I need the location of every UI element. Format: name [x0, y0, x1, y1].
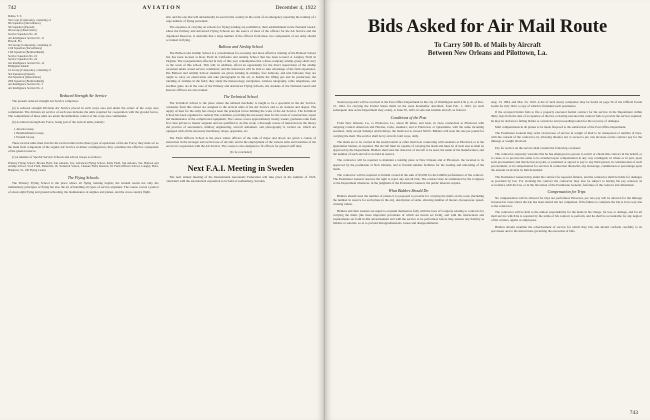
body-paragraph: The Balloon and Airship School is a consolidation for economy and more effective training of the Balloon School that has been located at Ross Field in California and Airship School that has been located at Langley Field in Virginia. The reorganization effected in July of this year contemplates that a three-company airship group shall carry on the work of this school. This will, in addition, afford an opportunity for the direct supervision of the airship personnel under actual service conditions; and the instructors will be able to take advantage of the field experience. The Balloon and Airship School students are given training in airships, free balloons, and kite balloons; they are taught to carry on observation and take photographs in the air, to handle the lifting gas and its production, the handling of airships in the field; they study the meteorology, navigation, wireless telegraphy, radio telephones, and machine guns. As in the case of the Primary and Advanced Flying Schools, the students of the National Guard and Reserve Officers are also trained. — [165, 50, 316, 92]
group-list — [8, 127, 159, 139]
unit-line: Air Intelligence Section No. 3 — [8, 82, 43, 87]
unit-line: Air Intelligence Section No. 4 — [8, 85, 43, 90]
body-paragraph: The next annual meeting of the International Aeronautic Federation will take place in the summer of 1923, coincident with the aeronautical exposition to be held at Gothenburg, Sweden. — [165, 175, 316, 184]
body-paragraph: The present reduced strength Air Service comprises: — [12, 99, 79, 104]
body-paragraph: The Postmaster General may order an increase of service in weight of mail to be transported or number of trips, with the consent of the contractor, by allowing therefor not to exceed a pro rata increase on the contract pay for the mileage or weight involved. — [491, 131, 642, 144]
unit-line: 3rd Group (Composite), consisting of — [8, 42, 52, 47]
article-deck-line-2: Between New Orleans and Pilottown, La. — [427, 50, 548, 58]
left-column-2 — [166, 15, 317, 408]
right-column-2 — [491, 100, 642, 408]
unit-line: 5th Squadron (Pursuit) — [8, 24, 35, 29]
body-paragraph: Bidders should state the number of planes it is proposed to provide for carrying the mails on the route (including the number in reserve for each plane in the air), description of same, showing number of motors, horsepower, speed, cruising radius. — [333, 194, 484, 207]
body-paragraph: Bidders and their sureties are urged to acquaint themselves fully with the laws of Congress relating to contracts for carrying the mails (the more important provisions of which are herein set forth), and with the instructions and requirements set forth in this advertisement and with the service to be performed, before they assume any liability as bidders or sureties, so as to prevent misapprehensions, losses and disappointments. — [333, 208, 484, 225]
to-be-concluded: (To be concluded) — [229, 150, 252, 155]
section-subhead: The Flying Schools — [67, 174, 99, 180]
unit-line: 6th Squadron (Surveillance) — [8, 21, 41, 26]
list-item: 1 Attack Group — [14, 126, 34, 131]
article-header — [335, 15, 640, 96]
body-paragraph: Pay for service on the service shall contain the following covenant: — [495, 145, 581, 150]
body-paragraph: The expenses of carrying on schools for flying training are prohibitive; their establishment in the National Guard, where the Primary and Advanced Flying Schools are the source of most of the officers for the Air Service and the Organized Reserves, is desirable that a large number of the officers from these two components of our army should be trained in flying. — [165, 25, 316, 42]
body-paragraph: Sealed proposals will be received at the Post Office Department in the city of Washington until 4.30 p. m. of Dec. 21, 1922, for carrying the United States mails on the route hereinafter described, from Feb. 1, 1923, (or such subsequent date as the Department may order), to June 30, 1925, in safe and suitable aircraft, as follows: — [333, 100, 484, 113]
section-subhead: What Bidders Should Do — [388, 187, 429, 193]
right-page-number: 743 — [629, 410, 638, 416]
unit-line: Philippine Islands — [8, 64, 29, 69]
left-columns — [8, 15, 316, 408]
body-paragraph: There tactical units must involve the tactical units in the three types of squadrons of the Air Force; they must act as the main field component of the regular Air Service in minor contingencies; they constitute the effective component of the general reserve. — [8, 140, 159, 153]
unit-line: Service Squadron No. 24 — [8, 57, 38, 62]
body-paragraph: The Primary Flying School is the place where all flying training begins; the student learns not only the rudimentary principles of flying but also the art of handling all types of service airplanes. The course covers a period of about eight flying and ground schooling, the maintenance of engines and planes, and the cross-country flight. — [8, 181, 159, 194]
section-subhead: Conditions of the Post — [390, 114, 427, 120]
issue-date: December 4, 1922 — [275, 5, 316, 11]
body-paragraph: The contractor will be held to the utmost responsibility for the mails in his charge, for loss or damage, and for all mail service which he is required by the terms of his contract to perform, and he shall be accountable for any neglect of his carriers, agents or employees. — [491, 210, 642, 223]
body-paragraph: If the accepted bidder fails to file a properly executed formal contract for the service in the Department within thirty days from the date of acceptance of the bid, or having executed the contract fails to provide the service required, he may be declared a failing bidder or contractor and proceedings taken for the recovery of damages. — [491, 110, 642, 123]
body-paragraph: The Field Officers School is the place where officers of the rank of major and above are given a course of instruction in the strategic and tactical use of aircraft, and in the employment of the various arms and branches of the service in cooperation with the Air Service. The course is also designed to fit officers for general staff duty. — [165, 135, 316, 148]
unit-line: Air Intelligence Section No. 11 — [8, 35, 45, 40]
unit-line: 12th Squadron (Surveillance) — [8, 46, 43, 51]
unit-listing — [8, 15, 159, 90]
list-item: 1 Bombardment Group — [14, 130, 44, 135]
body-paragraph: (b) A reduced strength Air Force, being part of the tactical units, namely: — [12, 120, 105, 125]
unit-line: 28th Squadron (Bombardment) — [8, 78, 45, 83]
body-paragraph: From New Orleans, La., to Pilottown, La., about 90 miles, and back, in close connection at Pilottown with outgoing Central American and Havana, Cuba, steamers; and at Pilottown, or Quarantine, with the same incoming steamers, daily except Sundays and holidays, the mails not to exceed 500 lb. Bidders will state the rate per pound for carrying the mail. The service shall be by aircraft, both ways, daily. — [333, 121, 484, 138]
list-item: 1 Pursuit Group — [14, 134, 35, 139]
body-paragraph: Aug. 13, 1894, and Mar. 23, 1919. A list of such surety companies may be found on page 56 of the Official Postal Guide for July 1922, a copy of which is furnished each postmaster. — [491, 100, 642, 109]
body-paragraph: The contractor expressly warrants that he has employed no person to solicit or obtain this contract in his behalf, or to cause or to procure the same to be obtained upon compensation in any way contingent, in whole or in part, upon such procurement; and that he has not paid, or promised or agreed to pay to any third person, in consideration of such procurement, or in compensation for services in connection therewith, any brokerage, commission or percentage upon the amount receivable by him hereunder. — [491, 151, 642, 173]
body-paragraph: The Technical School is the place where the enlisted mechanic is taught to be a specialist in the Air Service. Graduates from this school are assigned to the tactical units of the Air Service and to air stations and depots. The supply of men for the army has always been the principal factor limiting the work of the Air Service. The Technical School has been organized to remedy this condition, providing the necessary men for the work of construction, repair and maintenance of the complicated equipment. The course covers approximately twenty weeks; graduates rank from first class private to master sergeant and are qualified to do this work; a thorough course of instruction in the theory and practice of aeronautics, military engineering, aircraft armament, and photography is carried on, which are equipped with all the necessary machinery, shops, apparatus, etc. — [165, 100, 316, 134]
body-paragraph: The contractor will be required to furnish a bond in the sum of $5,000 for the faithful performance of the contract. The Postmaster General reserves the right to reject any and all bids. The contract may be terminated by the Congress or the Department whenever, in the judgment of the Postmaster General, the public interests require. — [333, 172, 484, 186]
unit-line: 3rd Squadron (Pursuit) — [8, 71, 35, 76]
article-deck-line-1: To Carry 500 lb. of Mails by Aircraft — [434, 42, 541, 49]
unit-line: Dallas, T. S. — [8, 15, 23, 18]
left-running-head — [8, 5, 316, 13]
right-columns — [333, 100, 642, 408]
article-title-fai: Next F.A.I. Meeting in Sweden — [187, 164, 294, 174]
unit-line: 2nd Squadron (Observation) — [8, 75, 41, 80]
body-paragraph: Bidders should examine the advertisement of service for which they bid, and should conform carefully to its provisions and to the instructions governing the execution of bids. — [491, 224, 642, 233]
body-paragraph: The Postmaster General may annul the contract for repeated failures, and the contractor shall be liable for damages as provided by law. For violating his contract the contractor may also be subject to having his pay reduced, in accordance with the law, or in the discretion of the Postmaster General, forfeiture of the contract and debarment. — [491, 174, 642, 187]
magazine-title: AVIATION — [142, 5, 182, 11]
unit-line: 13th Squadron (Bombardment) — [8, 49, 45, 54]
divider — [172, 157, 311, 158]
schools-list: Primary Flying School, Brooks Field, San Antonio, Tex. Advanced Flying School, Kelly Field, San Antonio, Tex. Balloon and Airship School, Scott Field, Belleville, Ill. Technical School, Chanute Field, Rantoul, Ill. Field Officers School, Langley Field, Hampton, Va. 100 Flying Cadets — [8, 160, 159, 172]
left-column-1 — [8, 15, 159, 408]
unit-line: Hawaii, Fla. — [8, 39, 23, 44]
unit-line: 5th Corps (Composite), consisting of — [8, 17, 51, 22]
section-subhead: Compensation for Trips — [547, 189, 586, 195]
section-subhead: Balloon and Airship School — [218, 44, 263, 50]
unit-line: Service Squadron No. 45 — [8, 31, 38, 36]
article-title: Bids Asked for Air Mail Route — [367, 17, 608, 37]
right-page — [325, 0, 650, 420]
section-subhead: The Technical School — [223, 94, 258, 100]
body-paragraph: (a) A reduced strength Division Air Service placed in each corps area and under the orders of the corps area commander. The division air service of each area includes the units required for cooperation with the ground forces. The complement of these units are under the immediate control of the corps area commander. — [8, 105, 159, 118]
section-subhead: Reduced Strength Air Service — [59, 92, 107, 98]
body-paragraph: The mails are to be carried in the steam launch or other mail boat connecting with steamers at Pilottown or at the Quarantine Station, as required. The aircraft must be capable of carrying the mails and must be of such size as shall be approved by the Department. Bidders shall state the character of aircraft to be used, the name of the manufacturer, and the number of such aircraft to be held in reserve. — [333, 139, 484, 157]
body-paragraph: No compensation will be allowed for trips not performed. However, pro rata pay will be allowed for the mileage traversed in cases where the trip has been started but not completed, if the failure to complete the trip is in no way due to the contractor. — [491, 195, 642, 208]
unit-line: 4th Group (Observation) — [8, 28, 37, 33]
unit-line: Service Squadron No. 16 — [8, 53, 38, 58]
unit-line: Air Intelligence Section No. 12 — [8, 60, 45, 65]
unit-line: 1st Group (Composite), consisting of — [8, 67, 51, 72]
body-paragraph: War, and the one that will undoubtedly be used in this country in the event of an emergency requiring the training of a large number of flying personnel. — [165, 15, 316, 24]
body-paragraph: The contractor will be required to maintain a landing place at New Orleans and at Pilottown, the location to be approved by the postmaster at New Orleans, and to furnish suitable facilities for the loading and unloading of the mails. — [333, 158, 484, 171]
body-paragraph: Mail compartments in all planes to be made fireproof to the satisfaction of the Post Office Department. — [495, 124, 627, 129]
right-column-1 — [333, 100, 484, 408]
body-paragraph: (c) A number of Special Service Schools and school troops as follows: — [12, 155, 102, 160]
left-page-number: 742 — [8, 5, 17, 11]
